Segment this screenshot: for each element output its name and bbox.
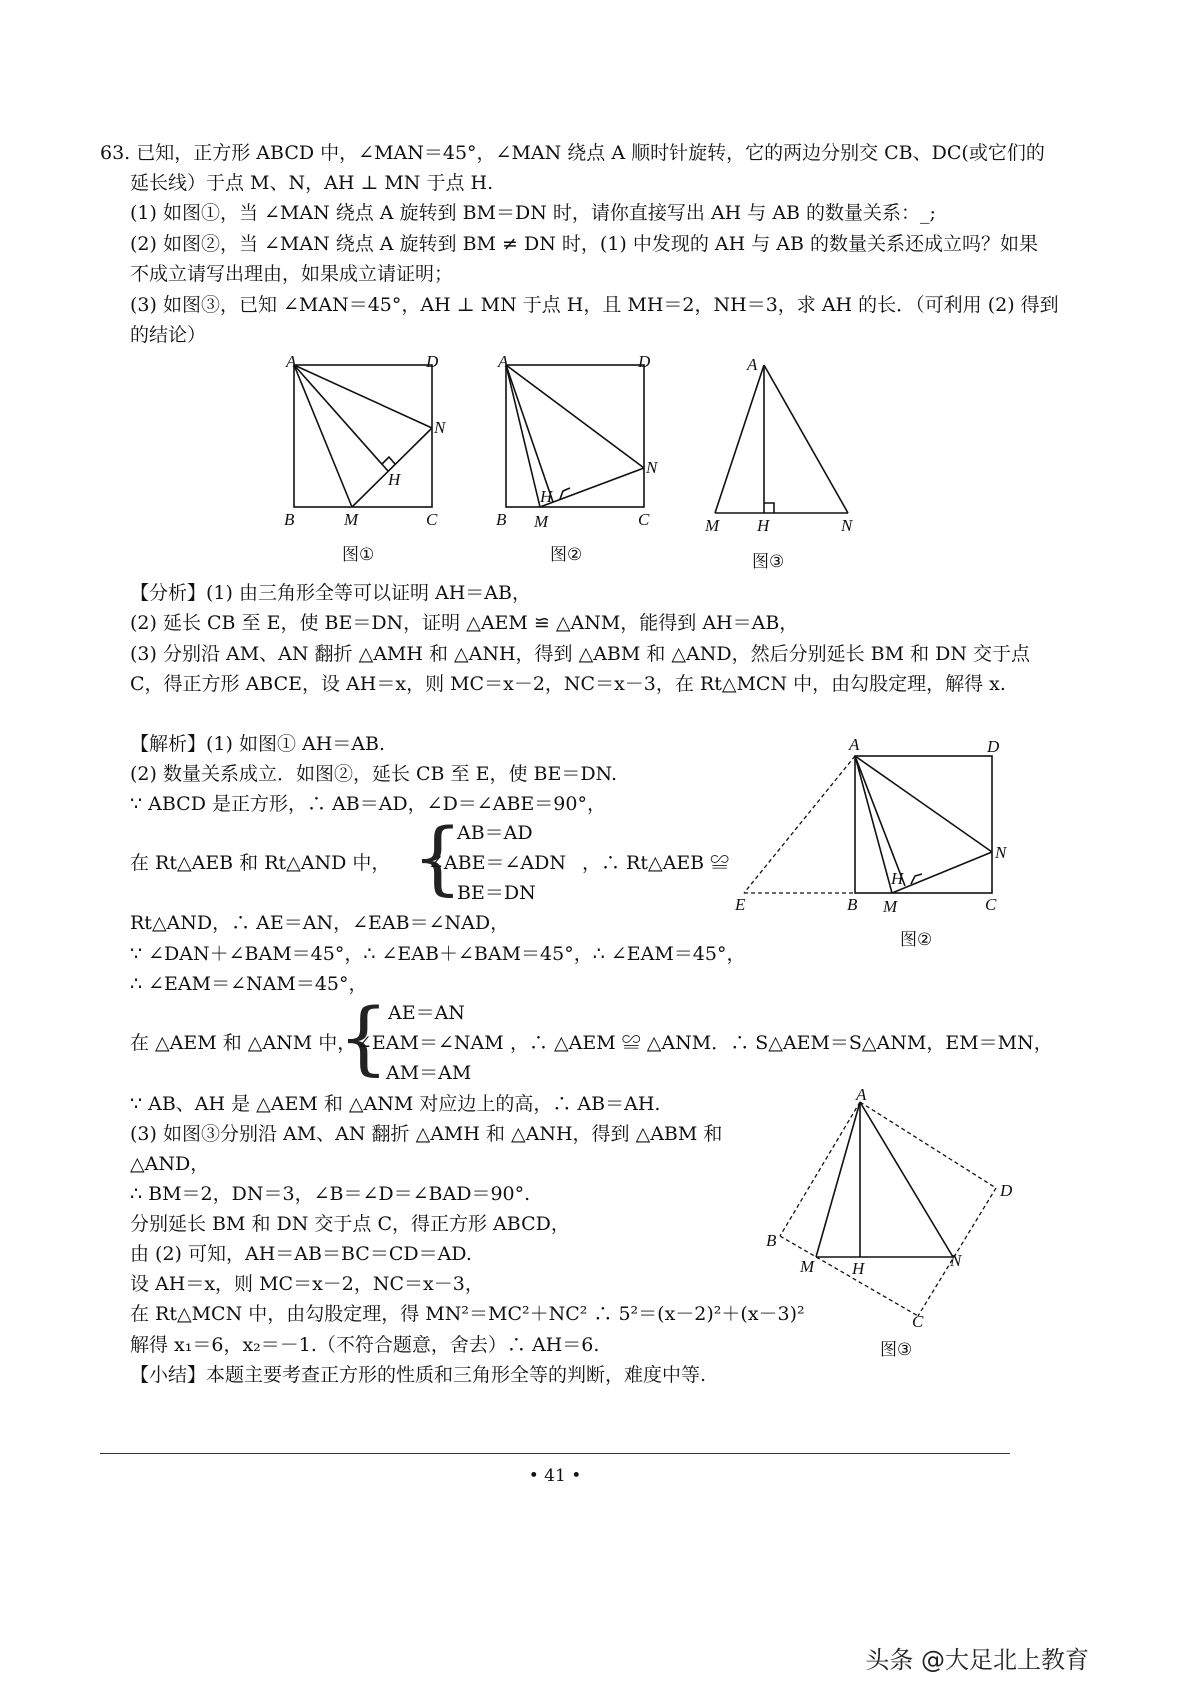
- system-2-prefix: 在 △AEM 和 △ANM 中，: [130, 1032, 357, 1054]
- sfig2-label-A: A: [849, 735, 860, 754]
- figure-1: [270, 345, 470, 535]
- solution-line-11: 分别延长 BM 和 DN 交于点 C，得正方形 ABCD，: [130, 1213, 570, 1235]
- fig3-label-H: H: [757, 516, 770, 535]
- analysis-line-2: (2) 延长 CB 至 E，使 BE＝DN，证明 △AEM ≌ △ANM，能得到 AH＝AB，: [130, 612, 799, 634]
- solution-line-5: ∵ ∠DAN＋∠BAM＝45°，∴ ∠EAB＋∠BAM＝45°，∴ ∠EAM＝45°，: [130, 943, 746, 965]
- sfig3-label-N: N: [950, 1251, 962, 1270]
- analysis-line-4: C，得正方形 ABCE，设 AH＝x，则 MC＝x－2，NC＝x－3，在 Rt△MCN 中，由勾股定理，解得 x.: [130, 673, 1006, 695]
- fig3-label-M: M: [705, 516, 720, 535]
- system-1-brace: {: [412, 811, 463, 904]
- figure-3-caption: 图③: [752, 552, 785, 572]
- solution-line-1: 【解析】(1) 如图① AH＝AB.: [130, 733, 386, 755]
- watermark: 头条 @大足北上教育: [865, 1646, 1089, 1674]
- solution-line-7: ∵ AB、AH 是 △AEM 和 △ANM 对应边上的高，∴ AB＝AH.: [130, 1093, 661, 1115]
- sfig3-label-B: B: [766, 1231, 777, 1250]
- sfig2-label-C: C: [985, 895, 997, 914]
- solution-line-13: 设 AH＝x，则 MC＝x－2，NC＝x－3，: [130, 1273, 484, 1295]
- solution-figure-3: [760, 1085, 1020, 1331]
- fig3-label-A: A: [747, 355, 758, 374]
- system-1-prefix: 在 Rt△AEB 和 Rt△AND 中，: [130, 852, 391, 874]
- footer-rule: [100, 1453, 1010, 1454]
- sfig2-label-M: M: [883, 897, 898, 916]
- sfig2-label-D: D: [987, 737, 1000, 756]
- question-3-b: 的结论）: [130, 324, 207, 346]
- solution-line-8: (3) 如图③分别沿 AM、AN 翻折 △AMH 和 △ANH，得到 △ABM 和: [130, 1123, 723, 1145]
- fig2-label-H: H: [540, 487, 553, 506]
- system-1-eq-b: ∠ABE＝∠ADN: [428, 852, 566, 874]
- figure-2: [482, 345, 682, 535]
- solution-figure-2: [725, 728, 1025, 918]
- sfig2-label-B: B: [847, 895, 858, 914]
- fig1-label-A: A: [286, 352, 297, 371]
- solution-line-6: ∴ ∠EAM＝∠NAM＝45°，: [130, 973, 368, 995]
- sfig3-label-M: M: [800, 1257, 815, 1276]
- sfig2-label-H: H: [891, 869, 904, 888]
- sfig3-label-H: H: [852, 1259, 865, 1278]
- page-number: • 41 •: [528, 1466, 582, 1486]
- fig1-label-M: M: [344, 510, 359, 529]
- fig3-label-N: N: [841, 516, 853, 535]
- solution-line-9: △AND，: [130, 1153, 210, 1175]
- solution-figure-2-caption: 图②: [900, 930, 933, 950]
- solution-line-14: 在 Rt△MCN 中，由勾股定理，得 MN²＝MC²＋NC² ∴ 5²＝(x－2)²＋(x－3)²: [130, 1303, 805, 1325]
- question-3-a: (3) 如图③，已知 ∠MAN＝45°，AH ⊥ MN 于点 H，且 MH＝2，NH＝3，求 AH 的长．（可利用 (2) 得到: [130, 294, 1059, 316]
- question-2-a: (2) 如图②，当 ∠MAN 绕点 A 旋转到 BM ≠ DN 时，(1) 中发现的 AH 与 AB 的数量关系还成立吗？如果: [130, 233, 1038, 255]
- system-2-suffix: ，∴ △AEM ≌ △ANM．∴ S△AEM＝S△ANM，EM＝MN，: [510, 1032, 1053, 1054]
- system-1-suffix: ，∴ Rt△AEB ≌: [582, 852, 730, 874]
- fig1-label-H: H: [388, 470, 401, 489]
- figure-1-caption: 图①: [342, 545, 375, 565]
- fig1-label-N: N: [434, 418, 446, 437]
- system-2-brace: {: [338, 991, 389, 1084]
- sfig3-label-C: C: [912, 1312, 924, 1331]
- system-2-eq-a: AE＝AN: [388, 1002, 465, 1024]
- solution-line-4: Rt△AND，∴ AE＝AN，∠EAB＝∠NAD，: [130, 912, 510, 934]
- sfig2-label-E: E: [735, 895, 746, 914]
- fig1-label-B: B: [284, 510, 295, 529]
- analysis-line-1: 【分析】(1) 由三角形全等可以证明 AH＝AB，: [130, 582, 531, 604]
- question-1: (1) 如图①，当 ∠MAN 绕点 A 旋转到 BM＝DN 时，请你直接写出 AH 与 AB 的数量关系：_;: [130, 202, 936, 224]
- figure-2-caption: 图②: [550, 545, 583, 565]
- fig2-label-B: B: [496, 510, 507, 529]
- figure-3: [700, 345, 880, 535]
- solution-line-12: 由 (2) 可知，AH＝AB＝BC＝CD＝AD.: [130, 1243, 472, 1265]
- fig2-label-N: N: [646, 458, 658, 477]
- fig2-label-A: A: [498, 352, 509, 371]
- system-1-eq-c: BE＝DN: [457, 882, 536, 904]
- analysis-line-3: (3) 分别沿 AM、AN 翻折 △AMH 和 △ANH，得到 △ABM 和 △AND，然后分别延长 BM 和 DN 交于点: [130, 643, 1031, 665]
- summary-line: 【小结】本题主要考查正方形的性质和三角形全等的判断，难度中等.: [130, 1364, 707, 1386]
- fig1-label-D: D: [426, 352, 439, 371]
- question-2-b: 不成立请写出理由，如果成立请证明；: [130, 263, 454, 285]
- problem-line-1: 63. 已知，正方形 ABCD 中，∠MAN＝45°，∠MAN 绕点 A 顺时针旋转，它的两边分别交 CB、DC(或它们的: [100, 142, 1045, 164]
- solution-line-10: ∴ BM＝2，DN＝3，∠B＝∠D＝∠BAD＝90°.: [130, 1183, 531, 1205]
- system-2-eq-c: AM＝AM: [386, 1062, 472, 1084]
- sfig2-label-N: N: [995, 843, 1007, 862]
- system-1-eq-a: AB＝AD: [457, 822, 533, 844]
- system-2-eq-b: ∠EAM＝∠NAM: [356, 1032, 504, 1054]
- problem-line-2: 延长线）于点 M、N，AH ⊥ MN 于点 H.: [130, 172, 494, 194]
- fig1-label-C: C: [426, 510, 438, 529]
- sfig3-label-D: D: [1000, 1181, 1013, 1200]
- fig2-label-C: C: [638, 510, 650, 529]
- solution-line-2: (2) 数量关系成立．如图②，延长 CB 至 E，使 BE＝DN.: [130, 763, 617, 785]
- fig2-label-M: M: [534, 512, 549, 531]
- solution-line-15: 解得 x₁＝6，x₂＝－1.（不符合题意，舍去）∴ AH＝6.: [130, 1334, 600, 1356]
- fig2-label-D: D: [638, 352, 651, 371]
- solution-figure-3-caption: 图③: [880, 1340, 913, 1360]
- solution-line-3: ∵ ABCD 是正方形，∴ AB＝AD，∠D＝∠ABE＝90°，: [130, 793, 606, 815]
- sfig3-label-A: A: [856, 1085, 867, 1104]
